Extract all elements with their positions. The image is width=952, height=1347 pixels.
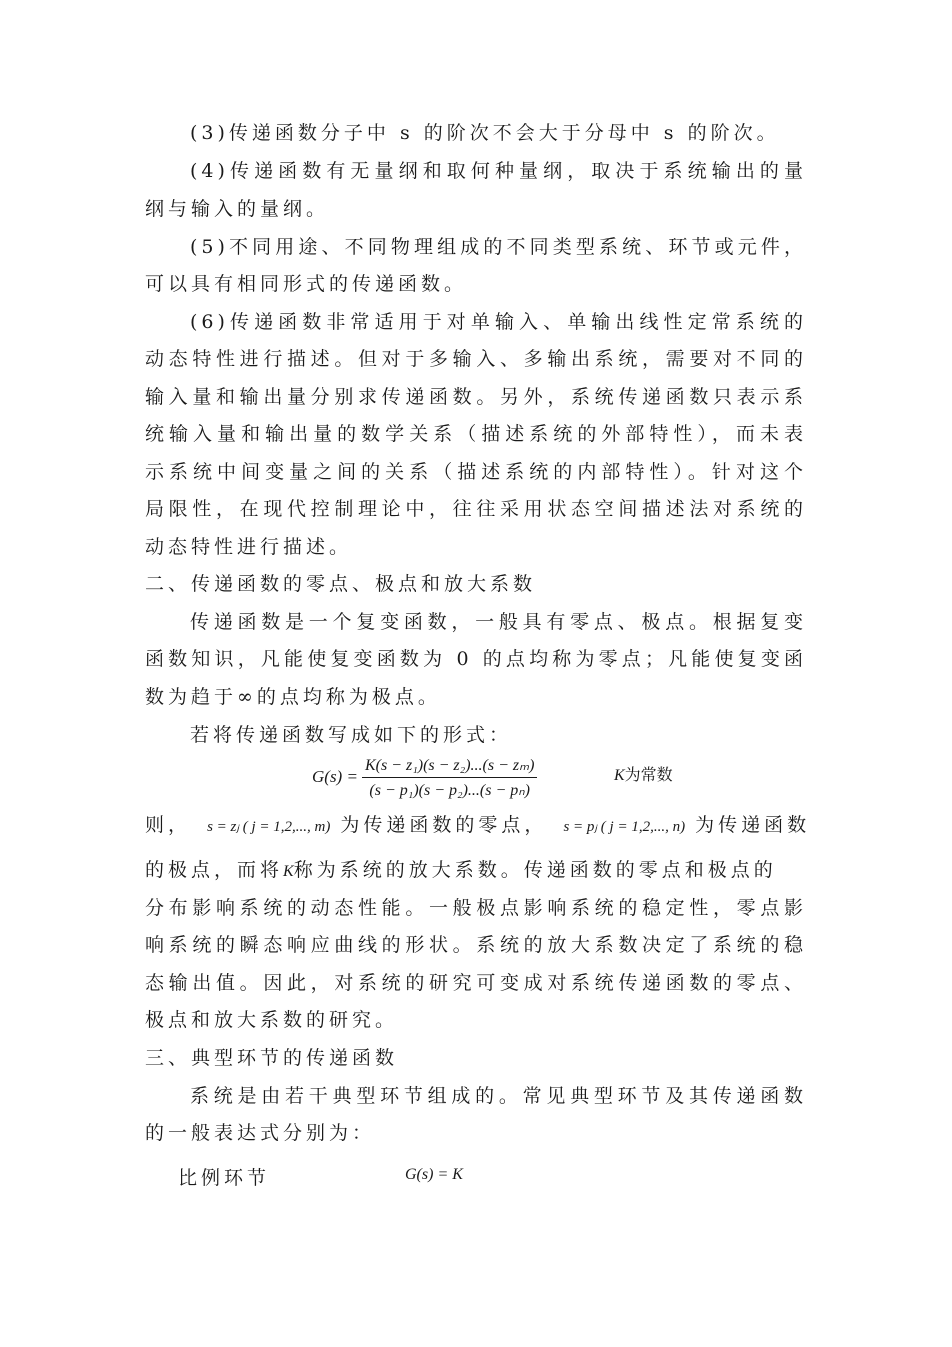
item-6-line-3: 输入量和输出量分别求传递函数。另外，系统传递函数只表示系 [145,386,807,408]
formula-fraction [362,755,537,800]
zero-expression: s = zⱼ ( j = 1,2,..., m) [207,819,331,835]
typical-links-line-2: 的一般表达式分别为： [145,1122,376,1144]
formula-denominator: (s − p₁)(s − p₂)...(s − pₙ) [369,781,530,799]
item-6-line-1: (6)传递函数非常适用于对单输入、单输出线性定常系统的 [190,311,807,333]
gain-line-2: 分布影响系统的动态性能。一般极点影响系统的稳定性，零点影 [145,897,807,919]
item-6-line-4: 统输入量和输出量的数学关系（描述系统的外部特性），而未表 [145,423,807,445]
pole-expression: s = pⱼ ( j = 1,2,..., n) [563,819,686,835]
proportional-link-label: 比例环节 [178,1167,271,1189]
k-note-text: 为常数 [624,767,673,784]
formula-numerator: K(s − z₁)(s − z₂)...(s − zₘ) [362,755,537,778]
zeros-poles-line-1: 传递函数是一个复变函数，一般具有零点、极点。根据复变 [190,611,807,633]
form-intro: 若将传递函数写成如下的形式： [190,724,513,746]
item-3: (3)传递函数分子中 s 的阶次不会大于分母中 s 的阶次。 [190,122,780,144]
gain-line-1: 的极点，而将K称为系统的放大系数。传递函数的零点和极点的 [145,859,777,881]
gain-line-3: 响系统的瞬态响应曲线的形状。系统的放大系数决定了系统的稳 [145,934,807,956]
item-5-line-1: (5)不同用途、不同物理组成的不同类型系统、环节或元件， [190,236,807,258]
section-heading-2: 二、传递函数的零点、极点和放大系数 [145,573,537,595]
formula-lhs: G(s) = [312,767,358,786]
transfer-function-formula [312,752,537,802]
k-symbol: K [614,767,625,784]
typical-links-line-1: 系统是由若干典型环节组成的。常见典型环节及其传递函数 [190,1085,807,1107]
item-4-line-2: 纲与输入的量纲。 [145,198,330,220]
zeros-poles-line-3: 数为趋于∞的点均称为极点。 [145,686,441,708]
item-6-line-7: 动态特性进行描述。 [145,536,353,558]
item-6-line-2: 动态特性进行描述。但对于多输入、多输出系统，需要对不同的 [145,348,807,370]
gain-line-4: 态输出值。因此，对系统的研究可变成对系统传递函数的零点、 [145,972,807,994]
gain-symbol: K [283,863,294,880]
item-5-line-2: 可以具有相同形式的传递函数。 [145,273,468,295]
section-heading-3: 三、典型环节的传递函数 [145,1047,399,1069]
gain-line-5: 极点和放大系数的研究。 [145,1009,399,1031]
k-constant-note [614,762,673,785]
item-6-line-6: 局限性，在现代控制理论中，往往采用状态空间描述法对系统的 [145,498,807,520]
item-4-line-1: (4)传递函数有无量纲和取何种量纲，取决于系统输出的量 [190,160,807,182]
zeros-poles-line-2: 函数知识，凡能使复变函数为 0 的点均称为零点；凡能使复变函 [145,648,807,670]
zeros-definition-line: 则， s = zⱼ ( j = 1,2,..., m) 为传递函数的零点， s = pⱼ ( j = 1,2,..., n) 为传递函数 [145,814,811,836]
item-6-line-5: 示系统中间变量之间的关系（描述系统的内部特性）。针对这个 [145,461,807,483]
proportional-link-expression: G(s) = K [405,1166,463,1183]
